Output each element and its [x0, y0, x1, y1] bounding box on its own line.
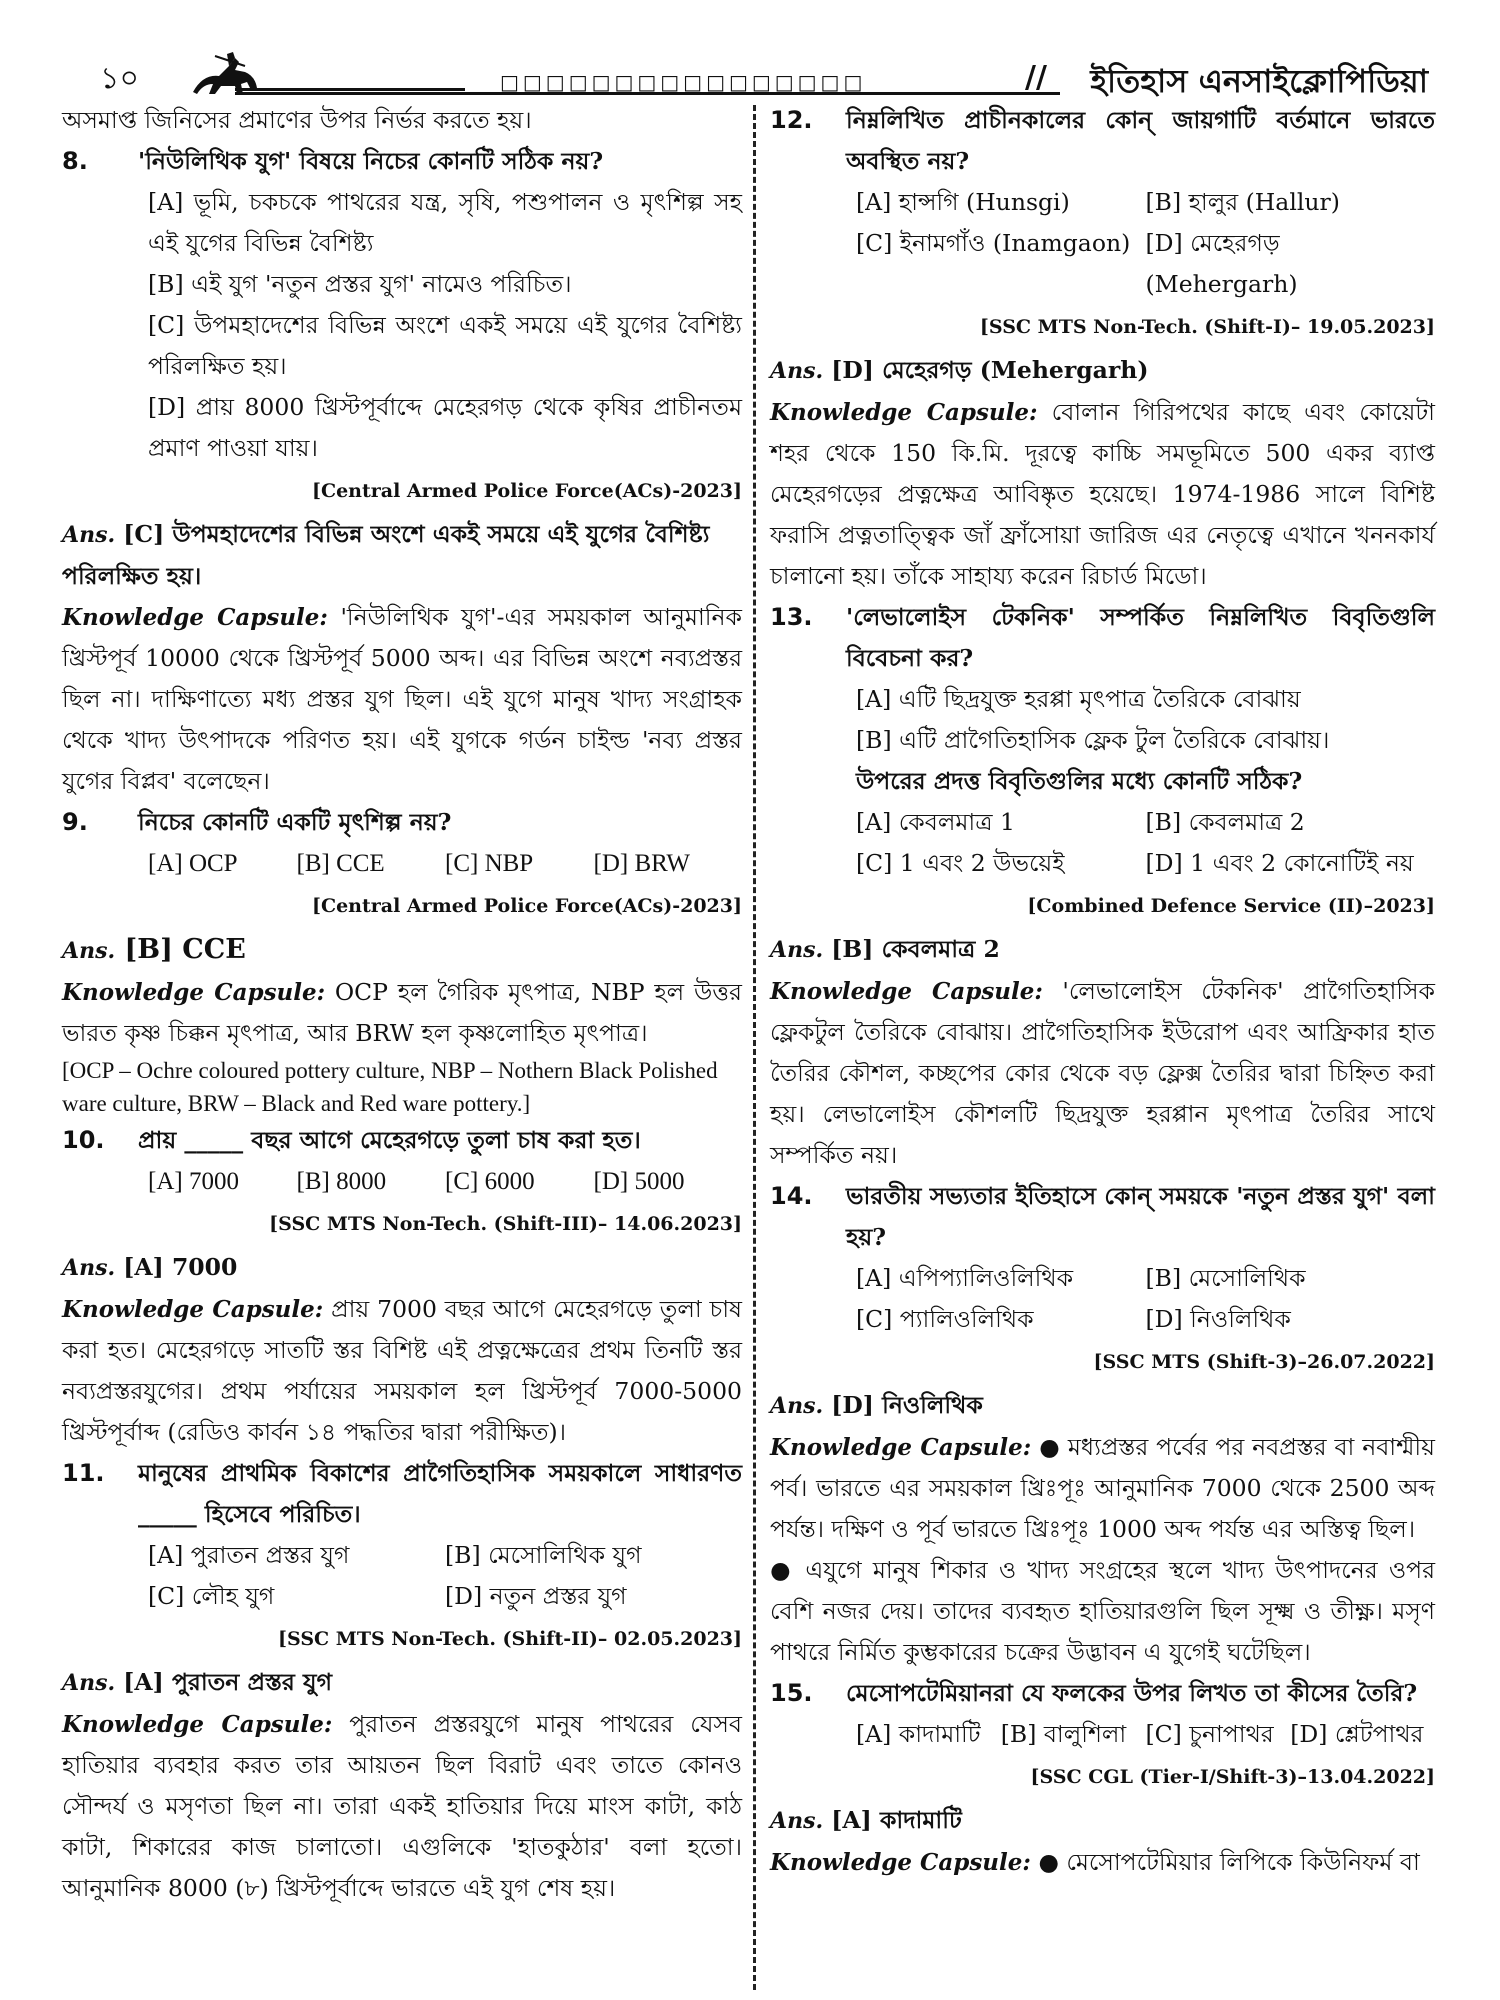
option-c: [C] 6000: [445, 1168, 535, 1195]
option-c: [C] NBP: [445, 850, 534, 877]
question-source: [Central Armed Police Force(ACs)-2023]: [311, 895, 742, 917]
ans-label: Ans.: [770, 1393, 824, 1419]
option-d: [D] প্রায় 8000 খ্রিস্টপূর্বাব্দে মেহেরগড় থেকে কৃষির প্রাচীনতম প্রমাণ পাওয়া যায়।: [148, 393, 742, 462]
options-row: [856, 223, 1435, 305]
question-text: 'লেভালোইস টেকনিক' সম্পর্কিত নিম্নলিখিত বিবৃতিগুলি বিবেচনা কর?: [846, 603, 1435, 672]
question-12: [770, 100, 1435, 182]
knowledge-capsule: [770, 1427, 1435, 1550]
option-d: [D] BRW: [593, 850, 691, 877]
question-text: নিচের কোনটি একটি মৃৎশিল্প নয়?: [138, 808, 452, 836]
knowledge-capsule: [62, 972, 742, 1054]
ans-label: Ans.: [770, 937, 824, 963]
answer: [62, 514, 742, 597]
kc-label: Knowledge Capsule:: [62, 979, 326, 1006]
question-number: 8.: [62, 147, 88, 175]
question-14: [770, 1176, 1435, 1258]
option-b: [B] মেসোলিথিক: [1145, 1264, 1306, 1292]
option-d: [D] মেহেরগড় (Mehergarh): [1145, 229, 1298, 298]
ans-label: Ans.: [770, 1808, 824, 1834]
option-c: [C] লৌহ যুগ: [148, 1582, 275, 1610]
question-number: 9.: [62, 808, 88, 836]
kc-label: Knowledge Capsule:: [62, 1711, 333, 1738]
ans-label: Ans.: [62, 1255, 116, 1281]
option-b: [B] বালুশিলা: [1000, 1720, 1127, 1748]
answer-text: [D] নিওলিথিক: [831, 1391, 983, 1419]
question-source: [SSC MTS Non-Tech. (Shift-III)– 14.06.2023]: [269, 1213, 742, 1235]
ans-label: Ans.: [62, 1670, 116, 1696]
answer: [62, 1662, 742, 1704]
intro-text: অসমাপ্ত জিনিসের প্রমাণের উপর নির্ভর করতে হয়।: [62, 106, 532, 134]
question-number: 10.: [62, 1126, 105, 1154]
option-d: [D] নতুন প্রস্তর যুগ: [445, 1582, 627, 1610]
option-c: [C] উপমহাদেশের বিভিন্ন অংশে একই সময়ে এই যুগের বৈশিষ্ট্য পরিলক্ষিত হয়।: [148, 311, 742, 380]
option-c: [C] চুনাপাথর: [1145, 1720, 1274, 1748]
question-number: 14.: [770, 1182, 813, 1210]
option-b: [B] মেসোলিথিক যুগ: [445, 1541, 642, 1569]
question-number: 12.: [770, 106, 813, 134]
options-row: [856, 182, 1435, 223]
question-13: [770, 597, 1435, 679]
option-b: [B] কেবলমাত্র 2: [1145, 808, 1305, 836]
question-text: মেসোপটেমিয়ানরা যে ফলকের উপর লিখত তা কীসের তৈরি?: [846, 1679, 1418, 1707]
option-b: [B] হালুর (Hallur): [1145, 188, 1340, 216]
question-15: [770, 1673, 1435, 1714]
page-number: ১০: [100, 61, 139, 96]
question-number: 11.: [62, 1459, 105, 1487]
kc-label: Knowledge Capsule:: [770, 1434, 1032, 1461]
option-a: [A] কেবলমাত্র 1: [856, 808, 1015, 836]
kc-label: Knowledge Capsule:: [770, 399, 1038, 426]
question-8: [62, 141, 742, 182]
knowledge-capsule: [62, 1704, 742, 1909]
answer-text: [D] মেহেরগড় (Mehergarh): [831, 356, 1149, 384]
option-a: [A] এপিপ্যালিওলিথিক: [856, 1264, 1074, 1292]
statement-1: [A] এটি ছিদ্রযুক্ত হরপ্পা মৃৎপাত্র তৈরিকে বোঝায়: [856, 685, 1301, 713]
knowledge-capsule: [62, 1289, 742, 1453]
answer: [62, 1247, 742, 1289]
answer: [770, 350, 1435, 392]
options-row: [856, 1299, 1435, 1340]
kc-text-2: ● এযুগে মানুষ শিকার ও খাদ্য সংগ্রহের স্থলে খাদ্য উৎপাদনের ওপর বেশি নজর দেয়। তাদের ব্যবহৃত হাতিয়ারগুলি ছিল সূক্ষ্ম ও তীক্ষ্ণ। মসৃণ পাথরে নির্মিত কুম্ভকারের চক্রের উদ্ভাবন এ যুগেই ঘটেছিল।: [770, 1556, 1435, 1666]
kc-label: Knowledge Capsule:: [62, 604, 328, 631]
answer: [770, 1385, 1435, 1427]
statement-2: [B] এটি প্রাগৈতিহাসিক ফ্লেক টুল তৈরিকে বোঝায়।: [856, 726, 1330, 754]
question-source: [SSC MTS Non-Tech. (Shift-I)– 19.05.2023]: [979, 316, 1435, 338]
option-a: [A] OCP: [148, 850, 238, 877]
answer: [62, 929, 742, 972]
option-b: [B] CCE: [296, 850, 385, 877]
kc-text: 'লেভালোইস টেকনিক' প্রাগৈতিহাসিক ফ্লেকটুল তৈরিকে বোঝায়। প্রাগৈতিহাসিক ইউরোপ এবং আফ্রিকার হাত তৈরির কৌশল, কচ্ছপের কোর থেকে বড় ফ্লেক্স তৈরির দ্বারা চিহ্নিত করা হয়। লেভালোইস কৌশলটি ছিদ্রযুক্ত হরপ্পান মৃৎপাত্র তৈরির সাথে সম্পর্কিত নয়।: [770, 977, 1435, 1169]
ans-label: Ans.: [770, 358, 824, 384]
question-source: [Combined Defence Service (II)–2023]: [1027, 895, 1435, 917]
ans-label: Ans.: [62, 938, 116, 964]
answer-text: [B] CCE: [124, 934, 246, 965]
answer: [770, 929, 1435, 971]
answer-text: [C] উপমহাদেশের বিভিন্ন অংশে একই সময়ে এই যুগের বৈশিষ্ট্য পরিলক্ষিত হয়।: [62, 520, 710, 590]
option-a: [A] হান্সগি (Hunsgi): [856, 188, 1070, 216]
options-row: [856, 843, 1435, 884]
kc-text: ● মেসোপটেমিয়ার লিপিকে কিউনিফর্ম বা: [1038, 1848, 1420, 1876]
kc-label: Knowledge Capsule:: [770, 978, 1043, 1005]
option-c: [C] প্যালিওলিথিক: [856, 1305, 1034, 1333]
options-row: [148, 1161, 742, 1202]
left-column: [62, 100, 742, 1909]
kc-text: OCP হল গৈরিক মৃৎপাত্র, NBP হল উত্তর ভারত কৃষ্ণ চিক্কন মৃৎপাত্র, আর BRW হল কৃষ্ণলোহিত মৃৎপাত্র।: [62, 978, 742, 1047]
kc-text: পুরাতন প্রস্তরযুগে মানুষ পাথরের যেসব হাতিয়ার ব্যবহার করত তার আয়তন ছিল বিরাট এবং তাতে কোনও সৌন্দর্য ও মসৃণতা ছিল না। তারা একই হাতিয়ার দিয়ে মাংস কাটা, কাঠ কাটা, শিকারের কাজ চালাতো। এগুলিকে 'হাতকুঠার' বলা হতো। আনুমানিক 8000 (৮) খ্রিস্টপূর্বাব্দে ভারতে এই যুগ শেষ হয়।: [62, 1710, 742, 1902]
options-row: [856, 1258, 1435, 1299]
question-10: [62, 1120, 742, 1161]
answer-text: [A] পুরাতন প্রস্তর যুগ: [123, 1668, 332, 1696]
option-d: [D] নিওলিথিক: [1145, 1305, 1291, 1333]
kc-text-1: ● মধ্যপ্রস্তর পর্বের পর নবপ্রস্তর বা নবাশ্মীয় পর্ব। ভারতে এর সময়কাল খ্রিঃপূঃ আনুমানিক 7000 থেকে 2500 অব্দ পর্যন্ত। দক্ষিণ ও পূর্ব ভারতে খ্রিঃপূঃ 1000 অব্দ পর্যন্ত এর অস্তিত্ব ছিল।: [770, 1433, 1435, 1543]
question-11: [62, 1453, 742, 1535]
options-row: [148, 1576, 742, 1617]
header-decoration: □□□□□□□□□□□□□□□□: [500, 70, 867, 94]
knowledge-capsule: [770, 1842, 1435, 1883]
kc-text: বোলান গিরিপথের কাছে এবং কোয়েটা শহর থেকে 150 কি.মি. দূরত্বে কাচ্চি সমভূমিতে 500 একর ব্যাপ্ত মেহেরগড়ের প্রত্নক্ষেত্র আবিষ্কৃত হয়েছে। 1974-1986 সালে বিশিষ্ট ফরাসি প্রত্নতাত্ত্বিক জাঁ ফ্রাঁসোয়া জারিজ এর নেতৃত্বে এখানে খননকার্য চালানো হয়। তাঁকে সাহায্য করেন রিচার্ড মিডো।: [770, 398, 1435, 590]
options-row: [148, 1535, 742, 1576]
question-source: [Central Armed Police Force(ACs)-2023]: [311, 480, 742, 502]
question-text: মানুষের প্রাথমিক বিকাশের প্রাগৈতিহাসিক সময়কালে সাধারণত _____ হিসেবে পরিচিত।: [138, 1459, 742, 1528]
option-d: [D] শ্লেটপাথর: [1290, 1720, 1424, 1748]
kc-text: প্রায় 7000 বছর আগে মেহেরগড়ে তুলা চাষ করা হত। মেহেরগড়ে সাতটি স্তর বিশিষ্ট এই প্রত্নক্ষেত্রের প্রথম তিনটি স্তর নব্যপ্রস্তরযুগের। প্রথম পর্যায়ের সময়কাল হল খ্রিস্টপূর্ব 7000-5000 খ্রিস্টপূর্বাব্দ (রেডিও কার্বন ১৪ পদ্ধতির দ্বারা পরীক্ষিত)।: [62, 1295, 742, 1446]
right-column: [770, 100, 1435, 1883]
answer: [770, 1800, 1435, 1842]
option-d: [D] 5000: [593, 1168, 685, 1195]
knowledge-capsule: [770, 971, 1435, 1176]
question-source: [SSC MTS Non-Tech. (Shift-II)– 02.05.2023]: [278, 1628, 742, 1650]
option-b: [B] এই যুগ 'নতুন প্রস্তর যুগ' নামেও পরিচিত।: [148, 270, 572, 298]
sub-question: উপরের প্রদত্ত বিবৃতিগুলির মধ্যে কোনটি সঠিক?: [856, 767, 1303, 795]
option-a: [A] পুরাতন প্রস্তর যুগ: [148, 1541, 350, 1569]
book-title: ইতিহাস এনসাইক্লোপিডিয়া: [1090, 62, 1428, 100]
question-source: [SSC MTS (Shift-3)–26.07.2022]: [1093, 1351, 1435, 1373]
option-a: [A] 7000: [148, 1168, 239, 1195]
question-number: 15.: [770, 1679, 813, 1707]
kc-english-note: [OCP – Ochre coloured pottery culture, NBP – Nothern Black Polished ware culture, BRW – Black and Red ware pottery.]: [62, 1058, 718, 1116]
kc-text: 'নিউলিথিক যুগ'-এর সময়কাল আনুমানিক খ্রিস্টপূর্ব 10000 থেকে খ্রিস্টপূর্ব 5000 অব্দ। এর বিভিন্ন অংশে নব্যপ্রস্তর ছিল না। দাক্ষিণাত্যে মধ্য প্রস্তর যুগ ছিল। এই যুগে মানুষ খাদ্য সংগ্রাহক থেকে খাদ্য উৎপাদকে পরিণত হয়। এই যুগকে গর্ডন চাইল্ড 'নব্য প্রস্তর যুগের বিপ্লব' বলেছেন।: [62, 603, 742, 795]
knowledge-capsule: [770, 392, 1435, 597]
page-header: [90, 52, 1440, 102]
knowledge-capsule: [62, 597, 742, 802]
question-text: প্রায় _____ বছর আগে মেহেরগড়ে তুলা চাষ করা হত।: [138, 1126, 641, 1154]
option-c: [C] 1 এবং 2 উভয়েই: [856, 849, 1065, 877]
question-number: 13.: [770, 603, 813, 631]
answer-text: [A] 7000: [123, 1253, 238, 1281]
ans-label: Ans.: [62, 522, 116, 548]
question-9: [62, 802, 742, 843]
column-divider: [753, 105, 756, 1990]
options-row: [856, 802, 1435, 843]
answer-text: [A] কাদামাটি: [831, 1806, 962, 1834]
question-text: নিম্নলিখিত প্রাচীনকালের কোন্ জায়গাটি বর্তমানে ভারতে অবস্থিত নয়?: [846, 106, 1435, 175]
option-d: [D] 1 এবং 2 কোনোটিই নয়: [1145, 849, 1414, 877]
kc-label: Knowledge Capsule:: [62, 1296, 324, 1323]
kc-label: Knowledge Capsule:: [770, 1849, 1031, 1876]
header-rule-left: [235, 88, 465, 91]
question-text: ভারতীয় সভ্যতার ইতিহাসে কোন্ সময়কে 'নতুন প্রস্তর যুগ' বলা হয়?: [846, 1182, 1435, 1251]
option-c: [C] ইনামগাঁও (Inamgaon): [856, 229, 1131, 257]
question-source: [SSC CGL (Tier-I/Shift-3)–13.04.2022]: [1030, 1766, 1435, 1788]
option-b: [B] 8000: [296, 1168, 387, 1195]
options-row: [856, 1714, 1435, 1755]
question-text: 'নিউলিথিক যুগ' বিষয়ে নিচের কোনটি সঠিক নয়?: [138, 147, 604, 175]
header-slashes: //: [1025, 60, 1047, 95]
option-a: [A] ভূমি, চকচকে পাথরের যন্ত্র, সৃষি, পশুপালন ও মৃৎশিল্প সহ এই যুগের বিভিন্ন বৈশিষ্ট্য: [148, 188, 742, 257]
answer-text: [B] কেবলমাত্র 2: [831, 935, 1000, 963]
options-row: [148, 843, 742, 884]
option-a: [A] কাদামাটি: [856, 1720, 981, 1748]
